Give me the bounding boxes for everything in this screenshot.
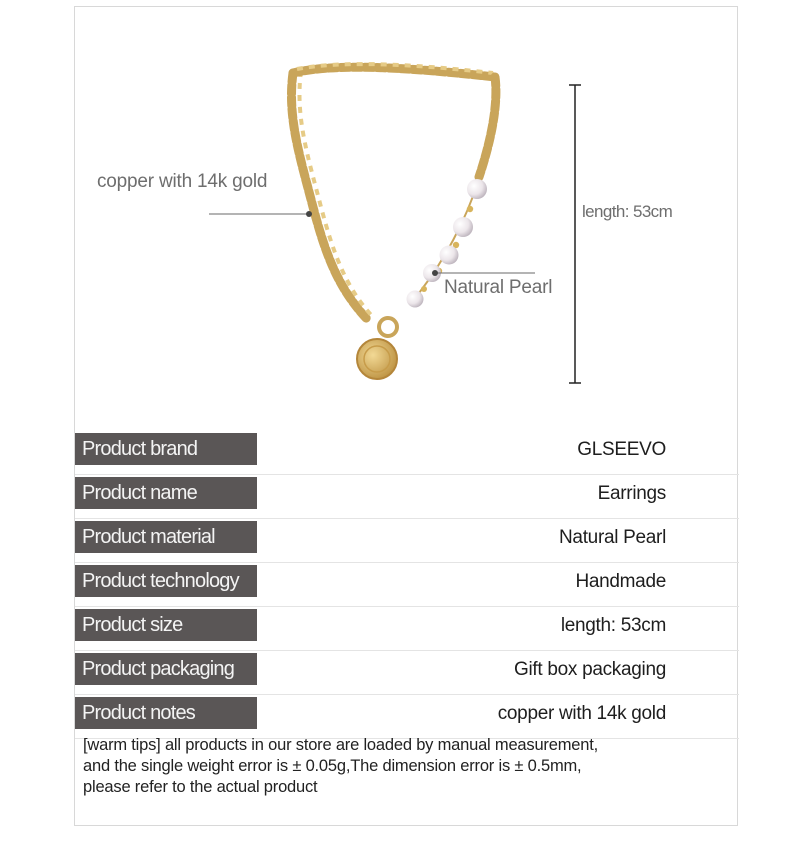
right-chain [479,77,496,177]
spec-label: Product material [75,521,257,553]
spec-row-material [75,519,739,563]
length-callout: length: 53cm [582,202,673,221]
warm-tips-line: and the single weight error is ± 0.05g,The dimension error is ± 0.5mm, [83,757,582,775]
spec-value: GLSEEVO [577,439,666,460]
spec-label: Product technology [75,565,257,597]
spec-value: Natural Pearl [559,527,666,548]
spec-label: Product brand [75,433,257,465]
left-chain [291,73,367,319]
warm-tips-line: [warm tips] all products in our store are loaded by manual measurement, [83,736,598,754]
toggle-ring [379,318,397,336]
spec-label: Product notes [75,697,257,729]
spec-row-notes [75,695,739,739]
spec-row-name [75,475,739,519]
spec-row-packaging [75,651,739,695]
pearl-callout: Natural Pearl [444,277,553,298]
spec-row-technology [75,563,739,607]
spec-row-brand [75,431,739,475]
product-detail-card [74,6,738,826]
warm-tips [83,735,723,798]
spec-table [75,431,739,739]
spec-value: Handmade [575,571,666,592]
coin-pendant [357,339,397,379]
spec-value: Gift box packaging [514,659,666,680]
spec-value: Earrings [597,483,666,504]
spec-label: Product size [75,609,257,641]
spec-row-size [75,607,739,651]
material-callout: copper with 14k gold [97,171,268,192]
spec-value: copper with 14k gold [497,703,666,724]
necklace-photo [75,7,739,427]
spec-value: length: 53cm [560,615,666,636]
spec-label: Product packaging [75,653,257,685]
warm-tips-line: please refer to the actual product [83,778,318,796]
spec-label: Product name [75,477,257,509]
